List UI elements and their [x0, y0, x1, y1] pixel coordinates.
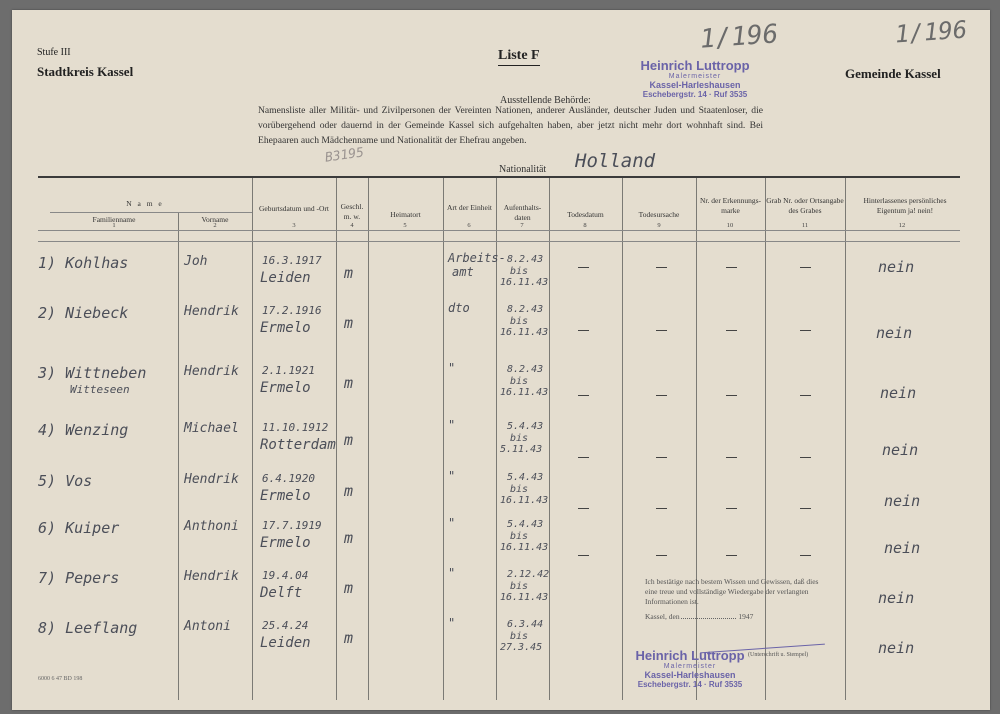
col-header-todesdatum: Todesdatum — [567, 210, 604, 219]
confirmation-text — [645, 577, 823, 622]
empty-dash — [726, 395, 737, 396]
cell-familienname: 4) Wenzing — [38, 421, 129, 439]
column-number: 6 — [467, 222, 471, 229]
stamp-title: Malermeister — [663, 663, 717, 670]
empty-dash — [578, 555, 589, 556]
empty-dash — [726, 330, 737, 331]
pencil-note: B3195 — [324, 145, 365, 166]
cell-einheit: Arbeits- — [448, 251, 506, 265]
print-code: 6000 6 47 BD 198 — [38, 676, 83, 682]
cell-geburtsort: Ermelo — [260, 320, 311, 336]
cell-aufenthalt-bis: bis — [510, 631, 529, 642]
cell-aufenthalt-von: 8.2.43 — [507, 304, 544, 315]
col-header-familienname: Familienname — [92, 215, 136, 224]
cell-einheit: " — [448, 516, 456, 530]
cell-vorname: Antoni — [184, 619, 231, 634]
cell-geburtsort: Leiden — [260, 270, 311, 286]
cell-einheit: " — [448, 566, 456, 580]
cell-eigentum: nein — [884, 539, 921, 557]
cell-geburtsdatum: 16.3.1917 — [262, 254, 322, 267]
stufe-label: Stufe III — [37, 47, 71, 58]
header-rule — [38, 241, 960, 242]
empty-dash — [800, 395, 811, 396]
col-divider — [252, 178, 253, 700]
cell-vorname: Hendrik — [184, 569, 239, 584]
liste-title: Liste F — [498, 48, 540, 66]
stamp-city: Kassel-Harleshausen — [649, 80, 741, 90]
cell-aufenthalt-ende: 16.11.43 — [500, 592, 549, 603]
cell-eigentum: nein — [880, 384, 917, 402]
cell-aufenthalt-ende: 16.11.43 — [500, 277, 549, 288]
signature-hint: (Unterschrift u. Stempel) — [748, 652, 809, 658]
cell-eigentum: nein — [878, 589, 915, 607]
document-number-1: 1/196 — [699, 19, 780, 55]
col-header-erkennungsmarke: Nr. der Erkennungs-marke — [699, 196, 762, 215]
cell-familienname: 5) Vos — [38, 472, 93, 490]
empty-dash — [656, 267, 667, 268]
cell-geburtsort: Leiden — [260, 635, 311, 651]
stamp-top — [615, 58, 775, 99]
empty-dash — [726, 267, 737, 268]
column-number: 2 — [213, 222, 217, 229]
cell-aufenthalt-von: 5.4.43 — [507, 519, 544, 530]
cell-einheit-2: amt — [452, 265, 474, 279]
col-header-name-group: N a m e — [126, 199, 164, 208]
cell-eigentum: nein — [878, 258, 915, 276]
cell-aufenthalt-bis: bis — [510, 266, 529, 277]
nationality-value: Holland — [575, 150, 656, 172]
cell-aufenthalt-von: 5.4.43 — [507, 472, 544, 483]
empty-dash — [656, 395, 667, 396]
col-divider — [336, 178, 337, 700]
document-number-2: 1/196 — [894, 15, 969, 49]
column-number: 5 — [403, 222, 407, 229]
column-number: 8 — [583, 222, 587, 229]
empty-dash — [800, 555, 811, 556]
stamp-bottom — [610, 648, 770, 689]
cell-aufenthalt-ende: 5.11.43 — [500, 444, 543, 455]
cell-einheit: " — [448, 361, 456, 375]
cell-einheit: " — [448, 469, 456, 483]
stamp-name: Heinrich Luttropp — [635, 648, 745, 663]
col-header-heimatort: Heimatort — [390, 210, 421, 219]
col-header-einheit: Art der Einheit — [447, 203, 492, 212]
cell-familienname: 3) Wittneben — [38, 364, 147, 382]
cell-geburtsort: Ermelo — [260, 488, 311, 504]
col-divider — [443, 178, 444, 700]
cell-aufenthalt-ende: 16.11.43 — [500, 495, 549, 506]
cell-vorname: Hendrik — [184, 364, 239, 379]
cell-aufenthalt-bis: bis — [510, 581, 529, 592]
empty-dash — [578, 267, 589, 268]
gemeinde-label: Gemeinde Kassel — [845, 66, 941, 81]
cell-familienname: 6) Kuiper — [38, 519, 120, 537]
empty-dash — [578, 457, 589, 458]
cell-aufenthalt-von: 8.2.43 — [507, 254, 544, 265]
stamp-title: Malermeister — [668, 73, 722, 80]
cell-aufenthalt-bis: bis — [510, 531, 529, 542]
col-divider — [622, 178, 623, 700]
col-header-vorname: Vorname — [201, 215, 229, 224]
col-header-grab: Grab Nr. oder Ortsangabe des Grabes — [766, 196, 844, 215]
cell-geburtsdatum: 19.4.04 — [262, 569, 309, 582]
header-rule — [38, 230, 960, 231]
cell-vorname: Hendrik — [184, 472, 239, 487]
cell-vorname: Michael — [184, 421, 239, 436]
col-divider — [178, 213, 179, 700]
cell-familienname: 2) Niebeck — [38, 304, 129, 322]
confirmation-place: Kassel, den — [645, 612, 680, 621]
cell-geschlecht: m — [344, 431, 354, 449]
cell-eigentum: nein — [882, 441, 919, 459]
cell-familienname: 1) Kohlhas — [38, 254, 129, 272]
col-divider — [368, 178, 369, 700]
cell-geburtsort: Rotterdam — [260, 437, 336, 453]
cell-geburtsort: Ermelo — [260, 380, 311, 396]
col-divider — [845, 178, 846, 700]
cell-geschlecht: m — [344, 482, 354, 500]
cell-aufenthalt-ende: 16.11.43 — [500, 327, 549, 338]
cell-aufenthalt-bis: bis — [510, 376, 529, 387]
empty-dash — [656, 457, 667, 458]
cell-einheit: " — [448, 616, 456, 630]
cell-aufenthalt-bis: bis — [510, 433, 529, 444]
cell-geburtsdatum: 11.10.1912 — [262, 421, 329, 434]
cell-aufenthalt-von: 2.12.42 — [507, 569, 550, 580]
cell-aufenthalt-von: 5.4.43 — [507, 421, 544, 432]
column-number: 7 — [520, 222, 524, 229]
confirmation-statement: Ich bestätige nach bestem Wissen und Gewissen, daß dies eine treue und vollständige Wiedergabe der verlangten Informationen ist. — [645, 577, 819, 606]
column-number: 10 — [726, 222, 734, 229]
confirmation-date-line — [645, 612, 823, 622]
stamp-name: Heinrich Luttropp — [640, 58, 750, 73]
col-header-eigentum: Hinterlassenes persönliches Eigentum ja! nein! — [863, 196, 947, 215]
cell-geschlecht: m — [344, 579, 354, 597]
empty-dash — [578, 508, 589, 509]
cell-familienname: 7) Pepers — [38, 569, 120, 587]
cell-familienname: 8) Leeflang — [38, 619, 138, 637]
empty-dash — [800, 457, 811, 458]
cell-vorname: Anthoni — [184, 519, 239, 534]
column-number: 12 — [898, 222, 906, 229]
empty-dash — [578, 330, 589, 331]
column-number: 3 — [292, 222, 296, 229]
cell-aufenthalt-ende: 27.3.45 — [500, 642, 543, 653]
empty-dash — [656, 555, 667, 556]
col-header-geburtsdatum: Geburtsdatum und -Ort — [259, 204, 329, 213]
cell-geburtsdatum: 6.4.1920 — [262, 472, 315, 485]
cell-geburtsort: Delft — [260, 585, 303, 601]
empty-dash — [800, 267, 811, 268]
empty-dash — [726, 555, 737, 556]
cell-vorname: Joh — [184, 254, 208, 269]
name-group-rule — [50, 212, 252, 213]
cell-geburtsort: Ermelo — [260, 535, 311, 551]
cell-geburtsdatum: 25.4.24 — [262, 619, 309, 632]
empty-dash — [578, 395, 589, 396]
cell-eigentum: nein — [878, 639, 915, 657]
cell-einheit: dto — [448, 301, 470, 315]
cell-aufenthalt-von: 8.2.43 — [507, 364, 544, 375]
cell-geschlecht: m — [344, 314, 354, 332]
empty-dash — [800, 330, 811, 331]
cell-geschlecht: m — [344, 629, 354, 647]
cell-geschlecht: m — [344, 264, 354, 282]
cell-einheit: " — [448, 418, 456, 432]
column-number: 1 — [112, 222, 116, 229]
empty-dash — [726, 457, 737, 458]
col-header-aufenthalt: Aufenthalts-daten — [503, 203, 542, 222]
cell-aufenthalt-von: 6.3.44 — [507, 619, 544, 630]
empty-dash — [800, 508, 811, 509]
column-number: 11 — [801, 222, 809, 229]
stamp-city: Kassel-Harleshausen — [644, 670, 736, 680]
cell-familienname-alt: Witteseen — [70, 383, 130, 396]
empty-dash — [726, 508, 737, 509]
confirmation-year: 1947 — [738, 612, 754, 621]
cell-aufenthalt-bis: bis — [510, 316, 529, 327]
cell-geburtsdatum: 17.7.1919 — [262, 519, 322, 532]
cell-aufenthalt-ende: 16.11.43 — [500, 542, 549, 553]
cell-vorname: Hendrik — [184, 304, 239, 319]
col-divider — [549, 178, 550, 700]
stadtkreis-label: Stadtkreis Kassel — [37, 64, 134, 79]
column-number: 4 — [350, 222, 354, 229]
cell-geschlecht: m — [344, 529, 354, 547]
column-number: 9 — [657, 222, 661, 229]
cell-geschlecht: m — [344, 374, 354, 392]
cell-aufenthalt-bis: bis — [510, 484, 529, 495]
col-header-todesursache: Todesursache — [638, 210, 680, 219]
nationality-label: Nationalität — [499, 164, 547, 175]
table-top-rule — [38, 176, 960, 178]
col-header-geschlecht: Geschl. m. w. — [340, 202, 364, 221]
cell-eigentum: nein — [876, 324, 913, 342]
empty-dash — [656, 508, 667, 509]
intro-text: Namensliste aller Militär- und Zivilpersonen der Vereinten Nationen, anderer Ausländer, deutscher Juden und Staatenloser, die vorübergehend oder dauernd in der Gemeinde Kassel sich aufgehalten haben, aber jetzt nicht mehr dort wohnhaft sind. Bei Ehepaaren auch Mädchenname und Nationalität der Ehefrau angeben. — [258, 105, 763, 146]
cell-aufenthalt-ende: 16.11.43 — [500, 387, 549, 398]
cell-geburtsdatum: 17.2.1916 — [262, 304, 322, 317]
cell-geburtsdatum: 2.1.1921 — [262, 364, 315, 377]
stamp-address: Eschebergstr. 14 · Ruf 3535 — [642, 90, 748, 99]
stamp-address: Eschebergstr. 14 · Ruf 3535 — [637, 680, 743, 689]
empty-dash — [656, 330, 667, 331]
ausstellende-behoerde-label: Ausstellende Behörde: — [500, 95, 591, 106]
cell-eigentum: nein — [884, 492, 921, 510]
